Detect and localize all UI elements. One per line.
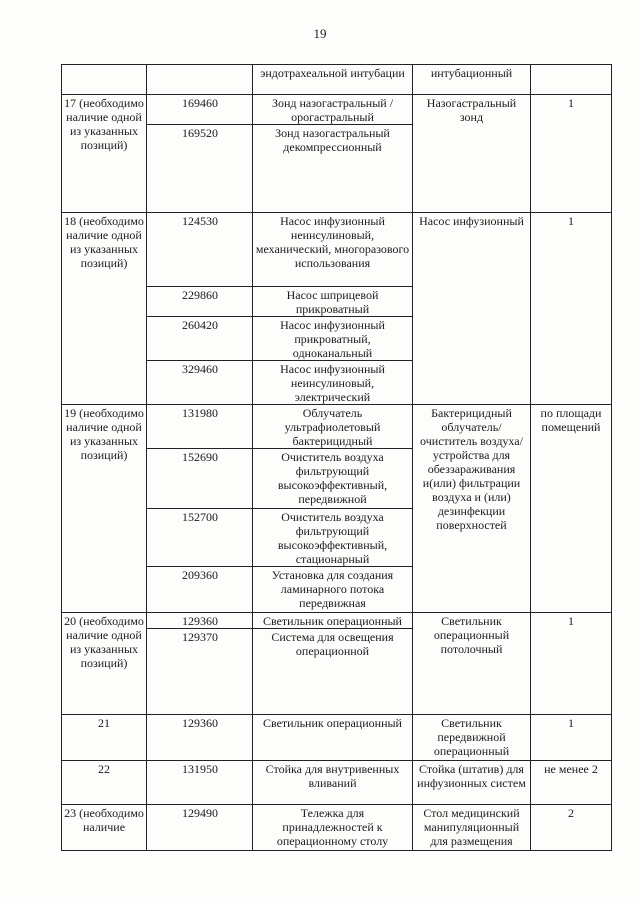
equipment-type: Светильник передвижной операционный [413, 715, 531, 761]
code-cell: 169460 [147, 95, 253, 125]
position-number: 20 (необходимо наличие одной из указанных позиций) [62, 613, 147, 715]
equipment-name: Система для освещения операционной [253, 629, 413, 715]
position-number: 23 (необходимо наличие [62, 805, 147, 851]
equipment-type: Назогастральный зонд [413, 95, 531, 213]
code-cell: 329460 [147, 361, 253, 405]
equipment-name: Тележка для принадлежностей к операционному столу [253, 805, 413, 851]
table-row [62, 805, 612, 851]
equipment-name: Светильник операционный [253, 613, 413, 629]
quantity: 2 [531, 805, 612, 851]
equipment-name: Светильник операционный [253, 715, 413, 761]
equipment-name: эндотрахеальной интубации [253, 65, 413, 95]
code-cell: 124530 [147, 213, 253, 287]
table-row [62, 95, 612, 125]
quantity: по площади помещений [531, 405, 612, 613]
equipment-name: Стойка для внутривенных вливаний [253, 761, 413, 805]
equipment-type: Насос инфузионный [413, 213, 531, 405]
equipment-name: Установка для создания ламинарного потока передвижная [253, 567, 413, 613]
position-number: 17 (необходимо наличие одной из указанных позиций) [62, 95, 147, 213]
quantity: 1 [531, 613, 612, 715]
equipment-name: Зонд назогастральный / орогастральный [253, 95, 413, 125]
position-number: 22 [62, 761, 147, 805]
quantity: 1 [531, 213, 612, 405]
code-cell: 169520 [147, 125, 253, 213]
table-row [62, 213, 612, 287]
equipment-name: Зонд назогастральный декомпрессионный [253, 125, 413, 213]
equipment-name: Насос инфузионный неинсулиновый, электрический [253, 361, 413, 405]
page-number: 19 [313, 26, 327, 41]
code-cell: 129360 [147, 613, 253, 629]
code-cell: 129370 [147, 629, 253, 715]
equipment-name: Насос инфузионный неинсулиновый, механический, многоразового использования [253, 213, 413, 287]
position-number: 18 (необходимо наличие одной из указанных позиций) [62, 213, 147, 405]
quantity: 1 [531, 95, 612, 213]
code-cell: 152690 [147, 449, 253, 509]
equipment-type: интубационный [413, 65, 531, 95]
code-cell: 129360 [147, 715, 253, 761]
quantity [531, 65, 612, 95]
code-cell [147, 65, 253, 95]
equipment-name: Облучатель ультрафиолетовый бактерицидный [253, 405, 413, 449]
table-row [62, 405, 612, 449]
equipment-name: Очиститель воздуха фильтрующий высокоэффективный, передвижной [253, 449, 413, 509]
quantity: не менее 2 [531, 761, 612, 805]
code-cell: 129490 [147, 805, 253, 851]
table-row [62, 715, 612, 761]
equipment-name: Насос инфузионный прикроватный, одноканальный [253, 317, 413, 361]
code-cell: 229860 [147, 287, 253, 317]
equipment-type: Стойка (штатив) для инфузионных систем [413, 761, 531, 805]
code-cell: 131980 [147, 405, 253, 449]
equipment-name: Очиститель воздуха фильтрующий высокоэффективный, стационарный [253, 509, 413, 567]
position-number: 19 (необходимо наличие одной из указанных позиций) [62, 405, 147, 613]
equipment-type: Светильник операционный потолочный [413, 613, 531, 715]
position-number [62, 65, 147, 95]
position-number: 21 [62, 715, 147, 761]
table-row [62, 613, 612, 629]
table-row [62, 761, 612, 805]
equipment-type: Бактерицидный облучатель/ очиститель воздуха/ устройства для обеззараживания и(или) фильтрации воздуха и (или) дезинфекции поверхностей [413, 405, 531, 613]
code-cell: 131950 [147, 761, 253, 805]
quantity: 1 [531, 715, 612, 761]
equipment-type: Стол медицинский манипуляционный для размещения [413, 805, 531, 851]
code-cell: 260420 [147, 317, 253, 361]
code-cell: 209360 [147, 567, 253, 613]
equipment-table [61, 64, 612, 851]
code-cell: 152700 [147, 509, 253, 567]
table-row [62, 65, 612, 95]
equipment-name: Насос шприцевой прикроватный [253, 287, 413, 317]
